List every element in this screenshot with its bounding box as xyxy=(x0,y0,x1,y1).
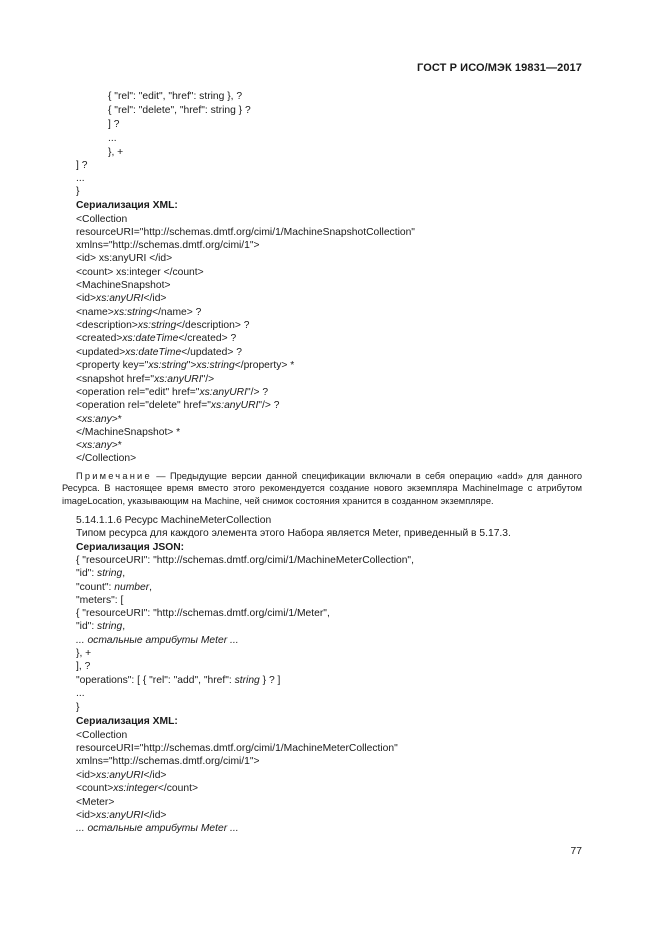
xml-line: <count>xs:integer</count> xyxy=(76,783,198,794)
json-line: { "resourceURI": "http://schemas.dmtf.org/cimi/1/MachineMeterCollection", xyxy=(76,555,414,566)
xml-line: <id>xs:anyURI</id> xyxy=(76,810,167,821)
json-line: }, + xyxy=(76,648,92,659)
xml-line: <Meter> xyxy=(76,797,115,808)
xml-line: <updated>xs:dateTime</updated> ? xyxy=(76,347,242,358)
xml-line: <operation rel="delete" href="xs:anyURI"/> ? xyxy=(76,400,280,411)
json-close-item-line: }, + xyxy=(108,147,124,158)
xml-line: <xs:any>* xyxy=(76,440,122,451)
xml-line: <operation rel="edit" href="xs:anyURI"/> ? xyxy=(76,387,269,398)
xml-line: ... остальные атрибуты Meter ... xyxy=(76,823,239,834)
json-heading: Сериализация JSON: xyxy=(76,542,185,553)
json-line: "operations": [ { "rel": "add", "href": string } ? ] xyxy=(76,675,281,686)
json-line: { "resourceURI": "http://schemas.dmtf.org/cimi/1/Meter", xyxy=(76,608,330,619)
json-line: ], ? xyxy=(76,661,91,672)
xml-line: resourceURI="http://schemas.dmtf.org/cimi/1/MachineMeterCollection" xyxy=(76,743,398,754)
xml-line: <name>xs:string</name> ? xyxy=(76,307,202,318)
xml-line: resourceURI="http://schemas.dmtf.org/cimi/1/MachineSnapshotCollection" xyxy=(76,227,415,238)
section-description: Типом ресурса для каждого элемента этого Набора является Meter, приведенный в 5.17.3. xyxy=(76,528,511,539)
note-paragraph xyxy=(62,470,582,507)
xml-line: <created>xs:dateTime</created> ? xyxy=(76,333,237,344)
json-line: "meters": [ xyxy=(76,595,124,606)
note-label: Примечание xyxy=(76,471,152,481)
xml-line: <MachineSnapshot> xyxy=(76,280,171,291)
xml-line: <xs:any>* xyxy=(76,414,122,425)
xml-heading: Сериализация XML: xyxy=(76,200,178,211)
json-close-ops-line: ] ? xyxy=(108,119,120,130)
xml-line: <Collection xyxy=(76,730,128,741)
json-line: } xyxy=(76,702,80,713)
json-line: "id": string, xyxy=(76,568,126,579)
json-line: ... xyxy=(76,688,85,699)
xml-line: <id>xs:anyURI</id> xyxy=(76,293,167,304)
json-ellipsis-inner-line: ... xyxy=(108,133,117,144)
json-ellipsis-line: ... xyxy=(76,173,85,184)
xml-line: </MachineSnapshot> * xyxy=(76,427,181,438)
xml-line: <snapshot href="xs:anyURI"/> xyxy=(76,374,215,385)
xml-line: <count> xs:integer </count> xyxy=(76,267,204,278)
xml-line: <property key="xs:string">xs:string</property> * xyxy=(76,360,295,371)
xml-line: <id>xs:anyURI</id> xyxy=(76,770,167,781)
page-number: 77 xyxy=(570,846,582,857)
xml-heading: Сериализация XML: xyxy=(76,716,178,727)
section-title: 5.14.1.1.6 Ресурс MachineMeterCollection xyxy=(76,515,272,526)
xml-line: xmlns="http://schemas.dmtf.org/cimi/1"> xyxy=(76,240,260,251)
json-line: ... остальные атрибуты Meter ... xyxy=(76,635,239,646)
note-text: — Предыдущие версии данной спецификации включали в себя операцию «add» для данного Ресурса. В настоящее время вместо этого рекомендуется создание нового экземпляра MachineImage с атрибутом imageLocation, указывающим на Machine, чей снимок состояния хранится в созданном экземпляре. xyxy=(62,471,582,506)
xml-line: <description>xs:string</description> ? xyxy=(76,320,250,331)
json-op-edit-line: { "rel": "edit", "href": string }, ? xyxy=(108,91,243,102)
xml-line: xmlns="http://schemas.dmtf.org/cimi/1"> xyxy=(76,756,260,767)
json-close-array-line: ] ? xyxy=(76,160,88,171)
document-header: ГОСТ Р ИСО/МЭК 19831—2017 xyxy=(417,62,582,74)
xml-line: </Collection> xyxy=(76,453,137,464)
xml-line: <id> xs:anyURI </id> xyxy=(76,253,173,264)
xml-line: <Collection xyxy=(76,214,128,225)
json-op-delete-line: { "rel": "delete", "href": string } ? xyxy=(108,105,251,116)
json-line: "id": string, xyxy=(76,621,126,632)
json-line: "count": number, xyxy=(76,582,153,593)
json-close-brace-line: } xyxy=(76,186,80,197)
